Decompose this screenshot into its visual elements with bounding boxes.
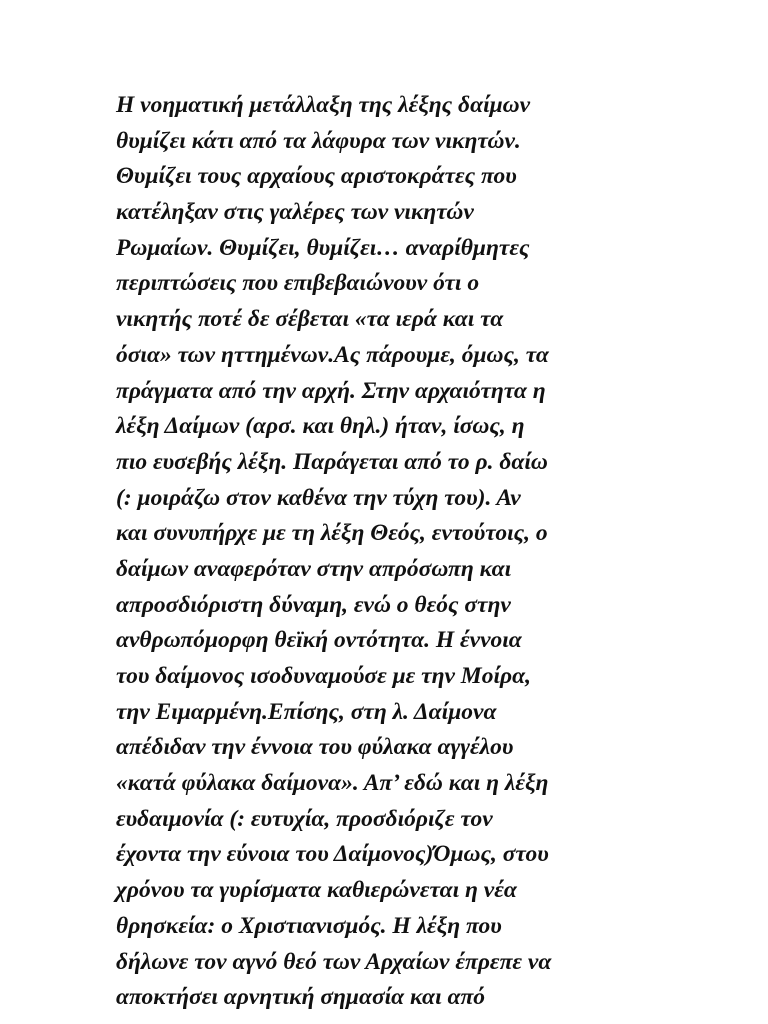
text-line: ευδαιμονία (: ευτυχία, προσδιόριζε τον bbox=[116, 805, 493, 832]
text-line: χρόνου τα γυρίσματα καθιερώνεται η νέα bbox=[116, 877, 517, 904]
text-line: νικητής ποτέ δε σέβεται «τα ιερά και τα bbox=[116, 306, 504, 333]
text-line: κατέληξαν στις γαλέρες των νικητών bbox=[116, 199, 474, 226]
text-line: απροσδιόριστη δύναμη, ενώ ο θεός στην bbox=[116, 591, 511, 618]
text-line: αποκτήσει αρνητική σημασία και από bbox=[116, 984, 486, 1011]
text-line: όσια» των ηττημένων.Ας πάρουμε, όμως, τα bbox=[116, 341, 549, 368]
text-line: πράγματα από την αρχή. Στην αρχαιότητα η bbox=[116, 377, 546, 404]
text-line: Θυμίζει τους αρχαίους αριστοκράτες που bbox=[116, 163, 517, 190]
text-line: λέξη Δαίμων (αρσ. και θηλ.) ήταν, ίσως, η bbox=[116, 413, 525, 440]
text-line: θρησκεία: ο Χριστιανισμός. Η λέξη που bbox=[116, 912, 502, 939]
text-line: την Ειμαρμένη.Επίσης, στη λ. Δαίμονα bbox=[116, 698, 497, 725]
body-paragraph bbox=[116, 88, 656, 1016]
text-line: Η νοηματική μετάλλαξη της λέξης δαίμων bbox=[116, 92, 531, 118]
text-line: Ρωμαίων. Θυμίζει, θυμίζει… αναρίθμητες bbox=[116, 234, 530, 261]
text-line: απέδιδαν την έννοια του φύλακα αγγέλου bbox=[116, 734, 514, 761]
text-line: «κατά φύλακα δαίμονα». Απ’ εδώ και η λέξη bbox=[116, 770, 549, 797]
text-line: θυμίζει κάτι από τα λάφυρα των νικητών. bbox=[116, 127, 521, 154]
text-line: έχοντα την εύνοια του Δαίμονος)Όμως, στου bbox=[116, 841, 549, 868]
text-line: δαίμων αναφερόταν στην απρόσωπη και bbox=[116, 555, 512, 582]
text-line: και συνυπήρχε με τη λέξη Θεός, εντούτοις, ο bbox=[116, 520, 548, 547]
text-line: (: μοιράζω στον καθένα την τύχη του). Αν bbox=[116, 484, 521, 511]
text-line: περιπτώσεις που επιβεβαιώνουν ότι ο bbox=[116, 270, 480, 297]
text-line: πιο ευσεβής λέξη. Παράγεται από το ρ. δαίω bbox=[116, 448, 548, 475]
text-line: του δαίμονος ισοδυναμούσε με την Μοίρα, bbox=[116, 663, 531, 689]
text-line: ανθρωπόμορφη θεϊκή οντότητα. Η έννοια bbox=[116, 627, 522, 654]
text-line: δήλωνε τον αγνό θεό των Αρχαίων έπρεπε να bbox=[116, 948, 552, 975]
